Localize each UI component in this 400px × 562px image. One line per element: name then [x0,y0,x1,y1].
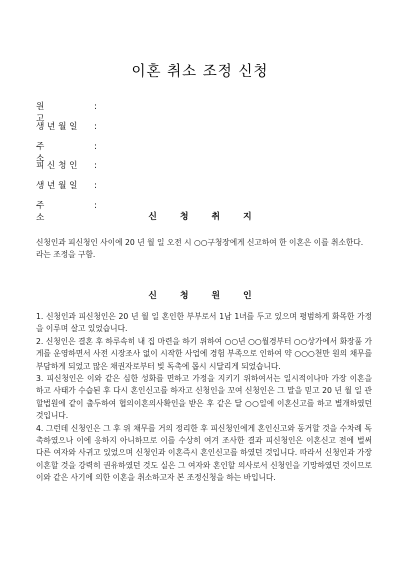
field-plaintiff-birthdate [36,121,104,141]
reason-item: 3. 피신청인은 이와 같은 심한 성화를 면하고 가정을 지키기 위하여서는 일시적이나마 가장 이혼을 하고 사태가 수습된 후 다시 혼인신고를 하자고 신청인을 꼬여 신청인은 그 말을 믿고 20 년 월 일 관할법원에 같이 출두하여 협의이혼의사확인을 받은 후 같은 달 ○○일에 이혼신고를 하고 별개하였던 것입니다. [36,374,372,421]
field-plaintiff [36,101,104,124]
purpose-body [36,237,372,262]
field-label: 생 년 월 일 [36,181,78,192]
document-title: 이혼 취소 조정 신청 [131,64,269,80]
purpose-line: 라는 조정을 구함. [36,250,96,260]
party-info [36,101,104,223]
reason-item: 2. 신청인은 결혼 후 하루속히 내 집 마련을 하기 위하여 ○○년 ○○월경부터 ○○상가에서 화장품 가게를 운영하면서 사전 시장조사 없이 시작한 사업에 경험 부족으로 인하여 약 ○○○천만 원의 채무를 부담하게 되었고 많은 채권자로부터 빚 독촉에 몹시 시달리게 되었습니다. [36,336,372,371]
reason-item: 1. 신청인과 피신청인은 20 년 월 일 혼인한 부부로서 1남 1녀를 두고 있으며 평범하게 화목한 가정을 이루며 살고 있었습니다. [36,312,372,334]
purpose-line: 신청인과 피신청인 사이에 20 년 월 일 오전 시 ○○구청장에게 신고하여 한 이혼은 이를 취소한다. [36,238,364,247]
field-label: 피 신 청 인 [36,161,78,172]
field-label: 생 년 월 일 [36,121,78,132]
field-label: 원 고 [36,102,59,124]
field-colon: : [94,161,97,172]
reasons-heading: 신 청 원 인 [148,291,262,301]
purpose-heading: 신 청 취 지 [148,212,262,222]
field-colon: : [94,102,97,112]
field-label: 주 소 [36,200,59,223]
field-colon: : [94,181,97,192]
field-colon: : [94,141,97,152]
reason-item: 4. 그런데 신청인은 그 후 위 채무를 거의 정리한 후 피신청인에게 혼인신고와 동거할 것을 수차례 독촉하였으나 이에 응하지 아니하므로 이를 수상히 여겨 조사한 결과 피신청인은 이혼신고 전에 벌써 다른 여자와 사귀고 있었으며 신청인과 이혼즉시 혼인신고를 하였던 것입니다. 따라서 신청인과 가장 이혼할 것을 강력히 권유하였던 것도 실은 그 여자와 혼인할 의사로서 신청인을 기망하였던 것이므로 이와 같은 사기에 의한 이혼을 취소하고자 본 조정신청을 하는 바입니다. [36,423,372,483]
field-colon: : [94,200,97,211]
field-respondent [36,160,104,180]
field-respondent-birthdate [36,180,104,200]
field-colon: : [94,121,97,132]
reasons-body [36,311,372,485]
field-plaintiff-address [36,141,104,164]
field-label: 주 소 [36,141,59,164]
